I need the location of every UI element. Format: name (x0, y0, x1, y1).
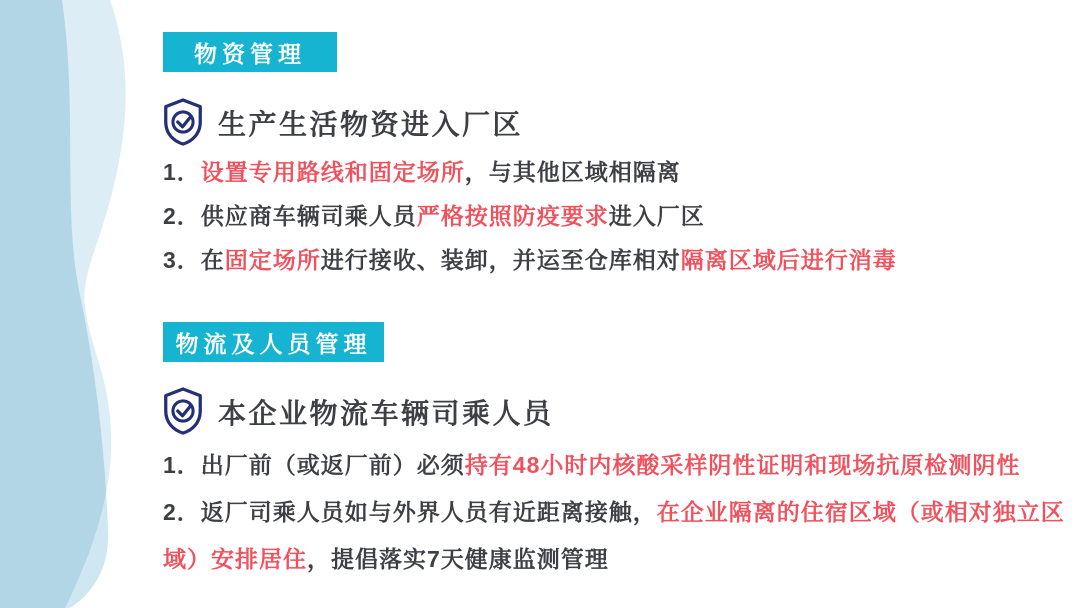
list-item-text: 进行接收、装卸，并运至仓库相对 (320, 247, 681, 273)
list-item-highlight: 严格按照防疫要求 (416, 203, 609, 229)
list-item-text: ，与其他区域相隔离 (464, 159, 681, 185)
list-item-text: 3．在 (163, 247, 225, 273)
section-badge-logistics-personnel-management: 物流及人员管理 (163, 322, 384, 362)
list-item (163, 194, 953, 238)
list-item-highlight: 隔离区域后进行消毒 (680, 247, 897, 273)
list-item-text: 1．出厂前（或返厂前）必须 (163, 452, 465, 478)
list-item-text: ，提倡落实7天健康监测管理 (307, 546, 609, 572)
list-item-highlight: 固定场所 (224, 247, 321, 273)
section-heading-logistics-drivers: 本企业物流车辆司乘人员 (218, 398, 554, 429)
section-badge-material-management: 物资管理 (163, 32, 337, 72)
list-item-text: 2．供应商车辆司乘人员 (163, 203, 417, 229)
list-item (163, 238, 953, 282)
list-item (163, 489, 1065, 583)
list-item-highlight: 设置专用路线和固定场所 (200, 159, 465, 185)
section-heading-materials: 生产生活物资进入厂区 (218, 109, 524, 140)
shield-check-icon (160, 97, 206, 147)
list-item-highlight: 持有48小时内核酸采样阴性证明和现场抗原检测阴性 (464, 452, 1021, 478)
shield-check-icon (160, 386, 206, 436)
list-item-text: 进入厂区 (608, 203, 705, 229)
list-item-text: 1． (163, 159, 201, 185)
list-item-text: 2．返厂司乘人员如与外界人员有近距离接触， (163, 499, 657, 525)
list-item-highlight: 在企业隔离的住宿区域（或相对独立区域）安排居住 (163, 499, 1065, 572)
materials-rule-list (163, 150, 953, 282)
logistics-rule-list (163, 442, 1065, 583)
list-item (163, 442, 1065, 489)
decorative-wave (0, 0, 155, 608)
list-item (163, 150, 953, 194)
